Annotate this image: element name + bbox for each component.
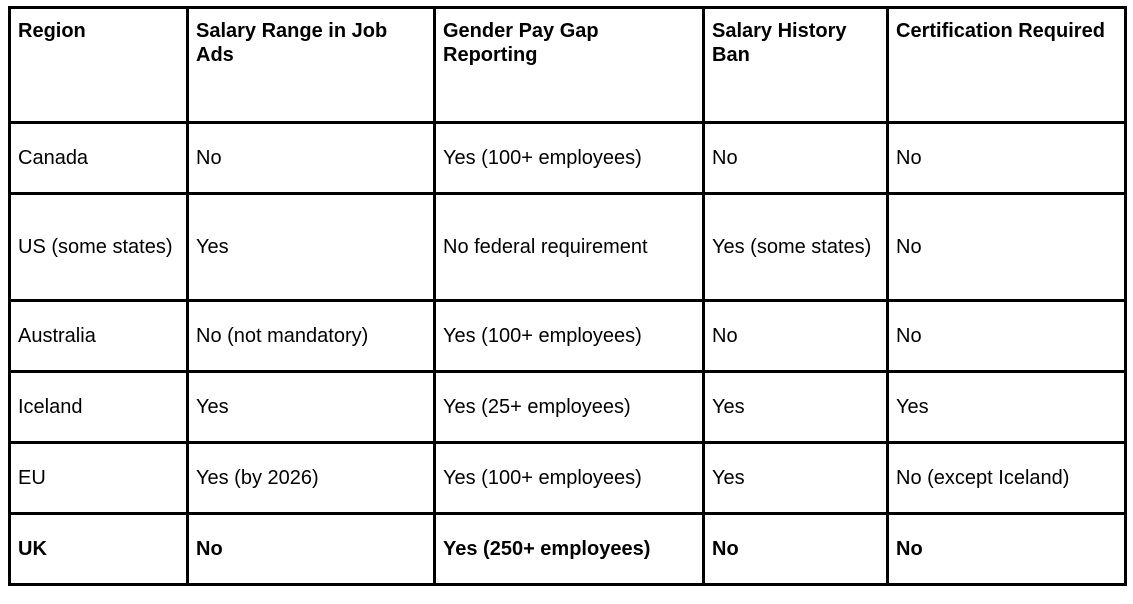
table-row [10,123,1126,194]
cell-salary-range: No (not mandatory) [188,301,435,372]
cell-salary-history-ban: Yes [704,372,888,443]
cell-region: US (some states) [10,194,188,301]
cell-gender-gap: Yes (100+ employees) [435,123,704,194]
cell-salary-range: Yes (by 2026) [188,443,435,514]
cell-certification: No [888,301,1126,372]
pay-transparency-comparison-table [8,6,1127,586]
column-header-gender-gap: Gender Pay Gap Reporting [435,8,704,123]
cell-certification: No (except Iceland) [888,443,1126,514]
cell-region: Australia [10,301,188,372]
cell-certification: Yes [888,372,1126,443]
table-row [10,514,1126,585]
table-header-row [10,8,1126,123]
cell-certification: No [888,123,1126,194]
cell-region: Canada [10,123,188,194]
table-row [10,372,1126,443]
cell-certification: No [888,514,1126,585]
table-body [10,123,1126,585]
cell-region: UK [10,514,188,585]
column-header-salary-history-ban: Salary History Ban [704,8,888,123]
table-header [10,8,1126,123]
cell-region: EU [10,443,188,514]
cell-gender-gap: Yes (100+ employees) [435,301,704,372]
table-row [10,194,1126,301]
cell-gender-gap: Yes (250+ employees) [435,514,704,585]
column-header-region: Region [10,8,188,123]
table-row [10,301,1126,372]
cell-salary-range: Yes [188,194,435,301]
cell-salary-range: No [188,123,435,194]
table-row [10,443,1126,514]
cell-salary-history-ban: Yes [704,443,888,514]
cell-salary-range: No [188,514,435,585]
column-header-certification: Certification Required [888,8,1126,123]
cell-salary-history-ban: No [704,123,888,194]
cell-region: Iceland [10,372,188,443]
cell-salary-range: Yes [188,372,435,443]
cell-salary-history-ban: No [704,301,888,372]
cell-salary-history-ban: Yes (some states) [704,194,888,301]
cell-gender-gap: No federal requirement [435,194,704,301]
column-header-salary-range: Salary Range in Job Ads [188,8,435,123]
cell-salary-history-ban: No [704,514,888,585]
cell-gender-gap: Yes (25+ employees) [435,372,704,443]
cell-certification: No [888,194,1126,301]
cell-gender-gap: Yes (100+ employees) [435,443,704,514]
